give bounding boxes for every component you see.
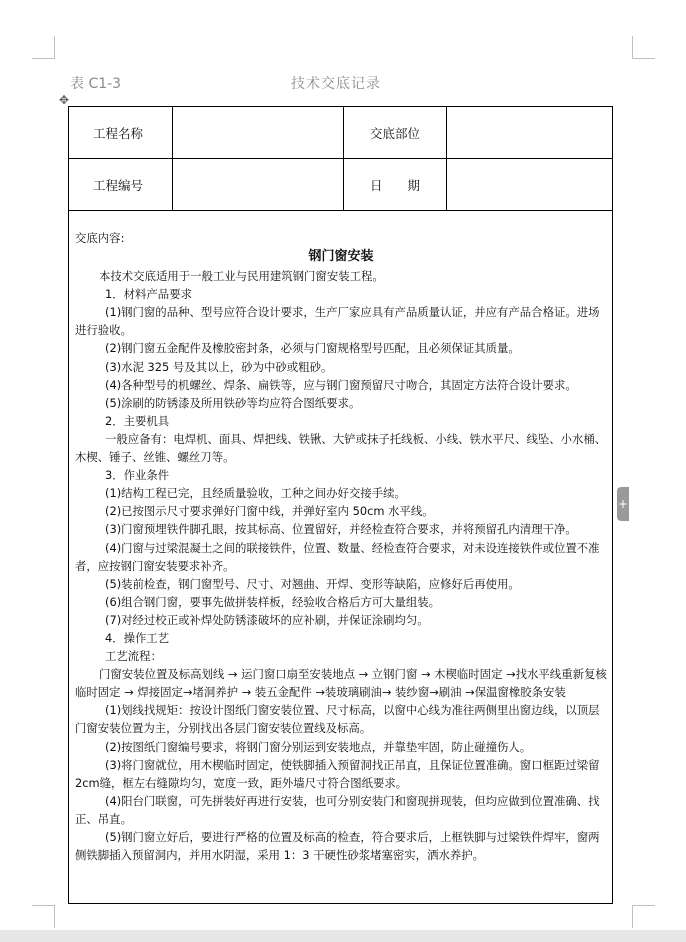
paragraph: (3)将门窗就位，用木楔临时固定，使铁脚插入预留洞找正吊直，且保证位置准确。窗口框距过梁留 2cm缝，框左右缝隙均匀，宽度一致，距外墙尺寸符合图纸要求。 <box>75 757 600 790</box>
paragraph: 本技术交底适用于一般工业与民用建筑钢门窗安装工程。 <box>99 269 384 284</box>
content-body <box>75 229 607 864</box>
paragraph: (7)对经过校正或补焊处防锈漆破坏的应补刷，并保证涂刷均匀。 <box>105 612 429 627</box>
paragraph: (5)涂刷的防锈漆及所用铁砂等均应符合图纸要求。 <box>105 395 361 410</box>
location-cell[interactable] <box>447 107 613 159</box>
info-table <box>68 106 613 211</box>
paragraph: (4)门窗与过梁混凝土之间的联接铁件，位置、数量、经检查符合要求，对未设连接铁件或位置不准者，应按钢门窗安装要求补齐。 <box>75 540 600 573</box>
date-cell[interactable] <box>447 159 613 211</box>
page-bottom-margin <box>0 930 686 942</box>
project-name-cell[interactable] <box>173 107 344 159</box>
form-code: 表 C1-3 <box>70 76 122 92</box>
paragraph: 工艺流程： <box>105 649 162 664</box>
location-label: 交底部位 <box>344 107 447 159</box>
paragraph: (1)钢门窗的品种、型号应符合设计要求，生产厂家应具有产品质量认证，并应有产品合格证。进场进行验收。 <box>75 305 600 338</box>
paragraph: (3)水泥 325 号及其以上，砂为中砂或粗砂。 <box>105 359 333 374</box>
section-heading: 1．材料产品要求 <box>105 287 192 302</box>
paragraph: (2)按图纸门窗编号要求，将钢门窗分别运到安装地点，并靠垫牢固，防止碰撞伤人。 <box>105 739 532 754</box>
project-number-label: 工程编号 <box>69 159 173 211</box>
section-title: 钢门窗安装 <box>308 249 374 265</box>
table-row <box>69 107 613 159</box>
paragraph: (2)已按图示尺寸要求弹好门窗中线，并弹好室内 50cm 水平线。 <box>105 504 434 519</box>
project-number-cell[interactable] <box>173 159 344 211</box>
paragraph: (5)装前检查，钢门窗型号、尺寸、对翘曲、开焊、变形等缺陷，应修好后再使用。 <box>105 576 520 591</box>
paragraph: 一般应备有：电焊机、面具、焊把线、铁锹、大铲或抹子托线板、小线、铁水平尺、线坠、小水桶、木楔、锤子、丝锥、螺丝刀等。 <box>75 431 607 465</box>
paragraph: (6)组合钢门窗，要事先做拼装样板，经验收合格后方可大量组装。 <box>105 594 441 609</box>
crop-mark-bottom-left <box>32 905 55 928</box>
section-heading: 2．主要机具 <box>105 413 170 428</box>
paragraph: (4)阳台门联窗，可先拼装好再进行安装，也可分别安装门和窗现拼现装，但均应做到位置准确、找正、吊直。 <box>75 793 600 826</box>
paragraph: (4)各种型号的机螺丝、焊条、扁铁等，应与钢门窗预留尺寸吻合，其固定方法符合设计要求。 <box>105 377 577 392</box>
paragraph: (3)门窗预埋铁件脚孔眼，按其标高、位置留好，并经检查符合要求，并将预留孔内清理干净。 <box>105 522 577 537</box>
paragraph: (1)划线找规矩：按设计图纸门窗安装位置、尺寸标高，以窗中心线为准往两侧里出窗边线，以顶层门窗安装位置为主，分别找出各层门窗安装位置线及标高。 <box>75 703 600 736</box>
paragraph: (5)钢门窗立好后，要进行严格的位置及标高的检查，符合要求后，上框铁脚与过梁铁件焊牢，窗两侧铁脚插入预留洞内，并用水阴湿，采用 1：3 干硬性砂浆堵塞密实，洒水养护。 <box>75 830 600 863</box>
project-name-label: 工程名称 <box>69 107 173 159</box>
table-row <box>69 159 613 211</box>
content-cell[interactable] <box>68 210 613 904</box>
crop-mark-top-right <box>632 36 655 59</box>
side-expand-handle-icon[interactable]: + <box>617 487 629 521</box>
content-label: 交底内容: <box>75 231 125 245</box>
paragraph: 门窗安装位置及标高划线 → 运门窗口扇至安装地点 → 立钢门窗 → 木楔临时固定 →找水平线重新复核临时固定 → 焊接固定→堵洞养护 → 装五金配件 →装玻璃刷油→ 装纱窗→刷油 →保温窗橡胶条安装 <box>75 667 607 700</box>
crop-mark-bottom-right <box>632 905 655 928</box>
date-label: 日 期 <box>344 159 447 211</box>
crop-mark-top-left <box>32 36 55 59</box>
section-heading: 3．作业条件 <box>105 468 170 483</box>
table-move-handle-icon[interactable]: ✥ <box>58 93 70 107</box>
paragraph: (2)钢门窗五金配件及橡胶密封条，必须与门窗规格型号匹配，且必须保证其质量。 <box>105 341 520 356</box>
document-title: 技术交底记录 <box>291 76 381 92</box>
section-heading: 4．操作工艺 <box>105 630 170 645</box>
paragraph: (1)结构工程已完，且经质量验收，工种之间办好交接手续。 <box>105 486 406 501</box>
